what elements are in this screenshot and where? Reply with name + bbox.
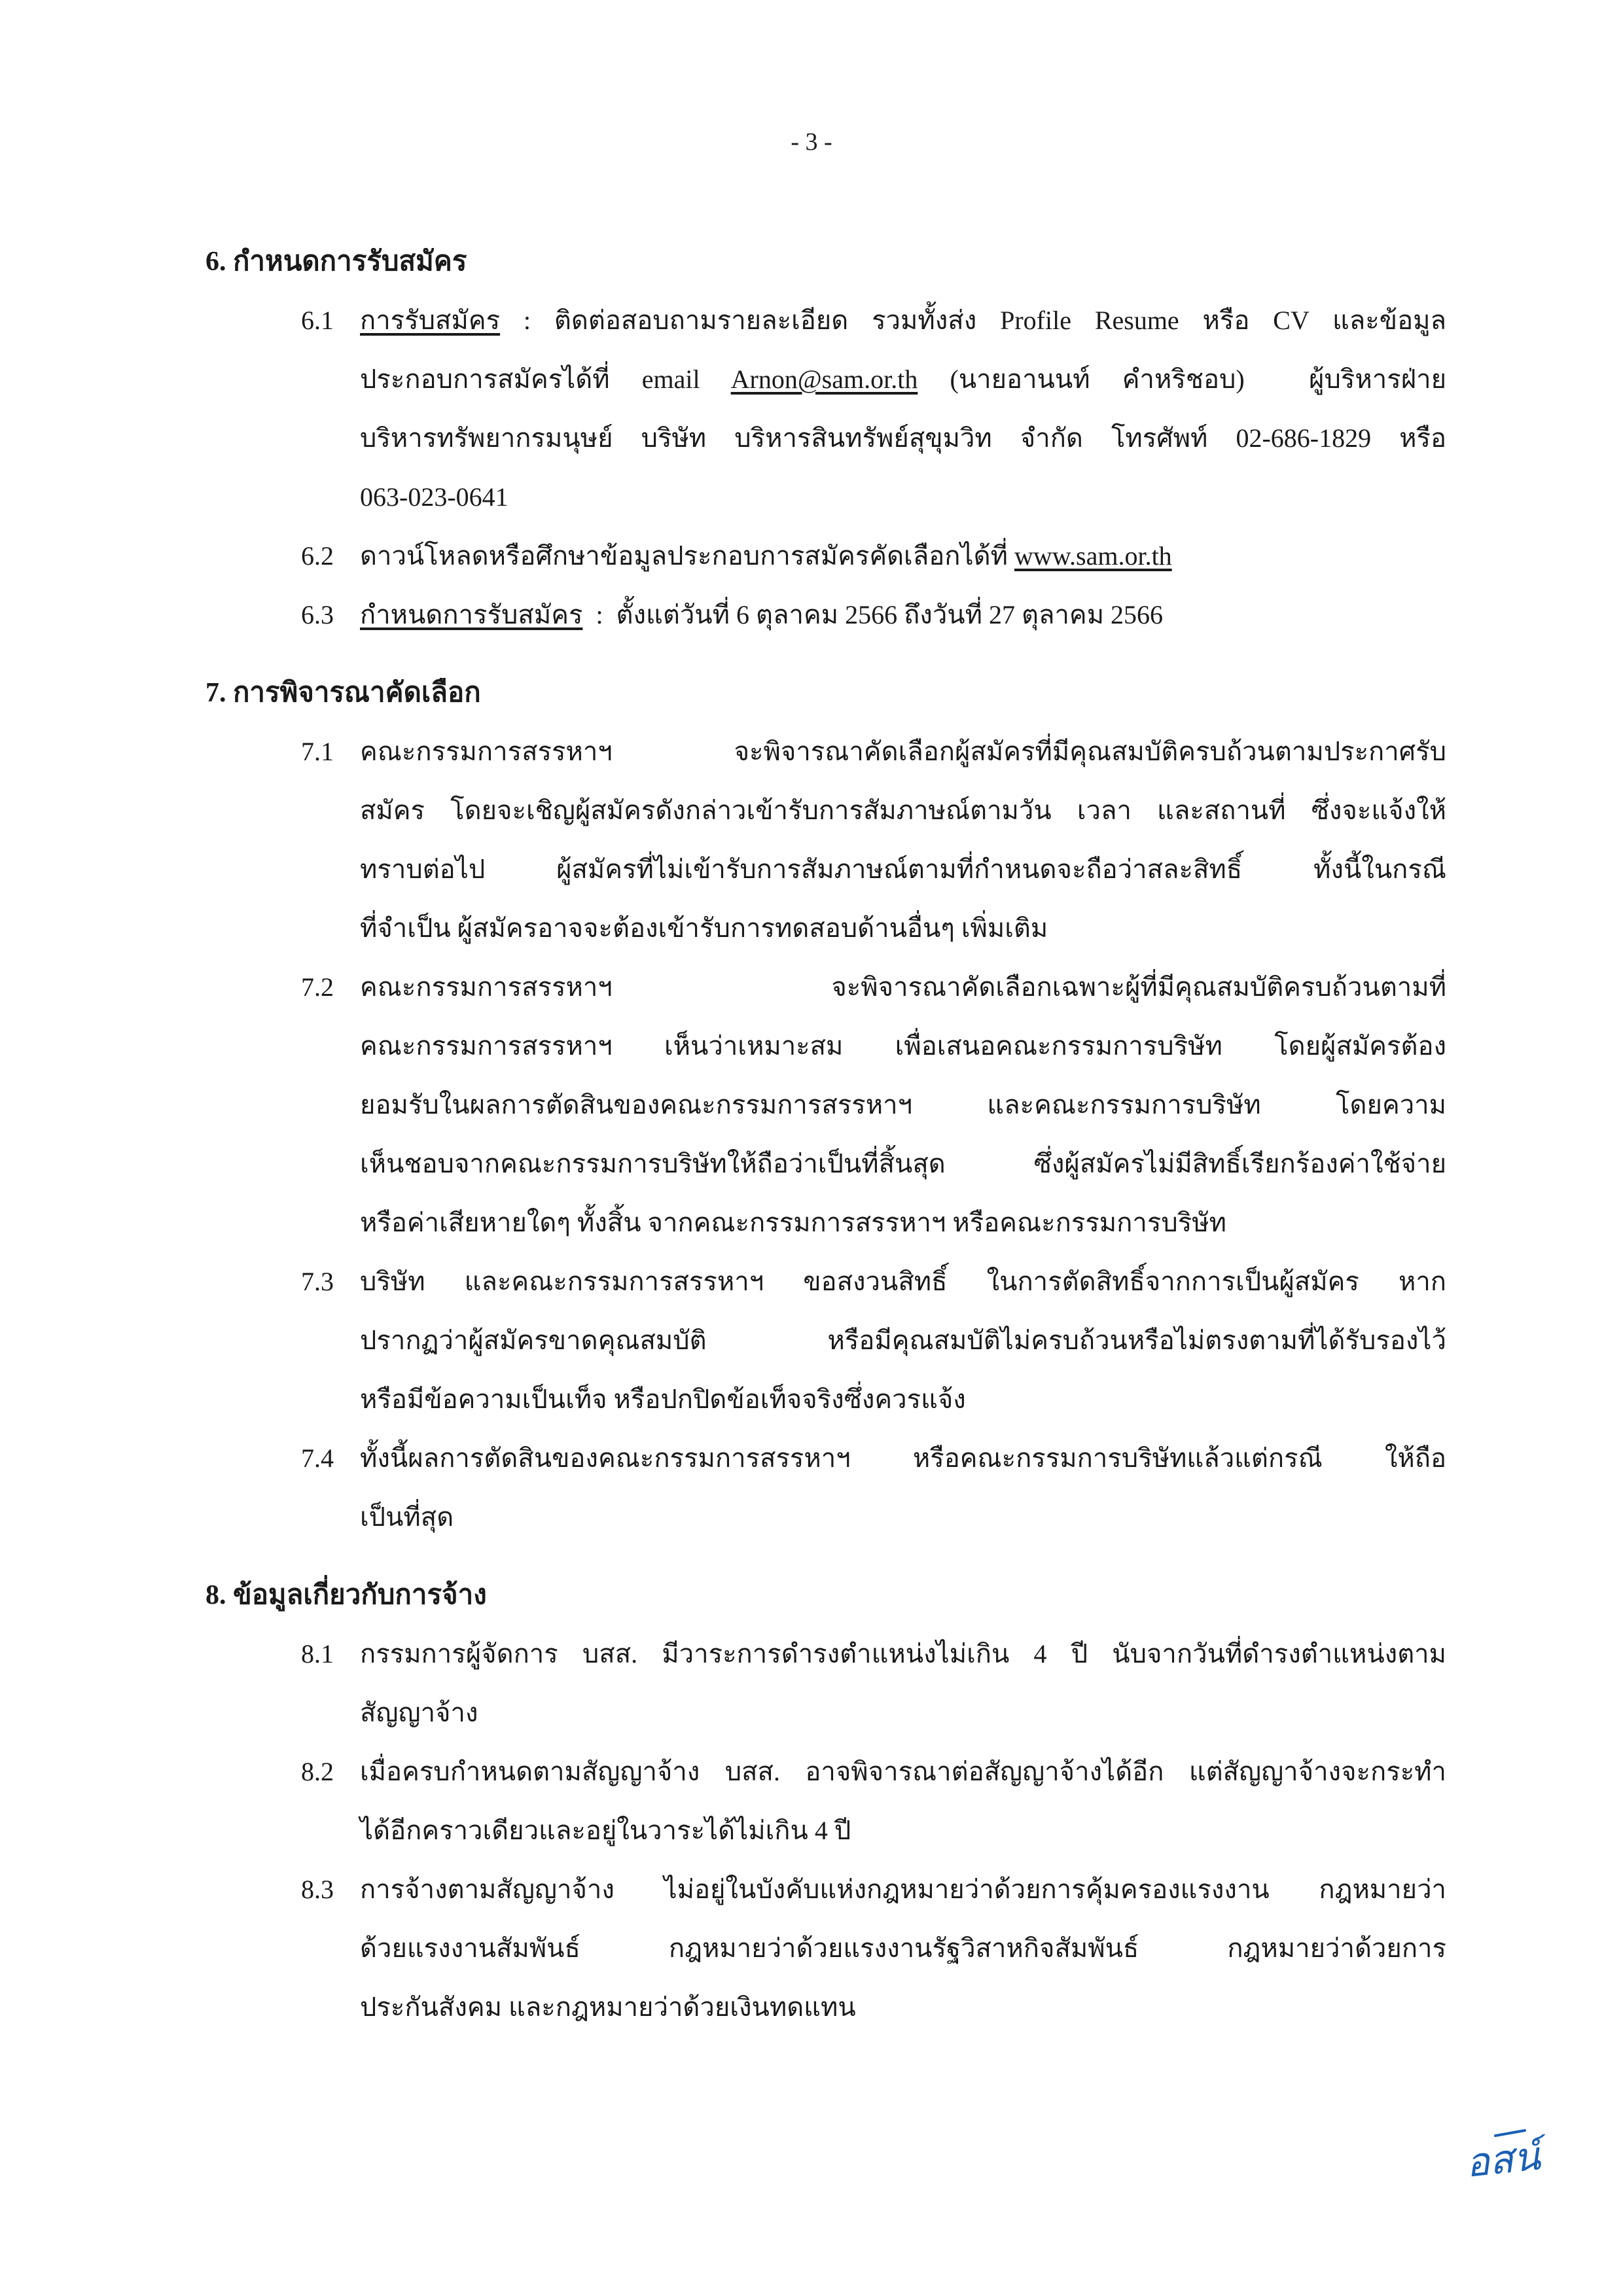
text-segment: ยอมรับในผลการตัดสินของคณะกรรมการสรรหาฯ และคณะกรรมการบริษัท โดยความ [360,1090,1446,1120]
text-line [360,1488,1446,1547]
text-line [360,1311,1446,1370]
text-segment: คณะกรรมการสรรหาฯ เห็นว่าเหมาะสม เพื่อเสนอคณะกรรมการบริษัท โดยผู้สมัครต้อง [360,1031,1446,1061]
handwritten-initials [1463,2127,1584,2199]
page-number: - 3 - [791,128,832,156]
item-number: 6.1 [301,306,334,335]
item-number: 8.1 [301,1639,334,1669]
text-segment: สมัคร โดยจะเชิญผู้สมัครดังกล่าวเข้ารับการสัมภาษณ์ตามวัน เวลา และสถานที่ ซึ่งจะแจ้งให้ [360,796,1446,825]
text-line [360,291,1446,350]
text-line [360,1860,1446,1919]
text-line [360,1742,1446,1801]
text-line [360,1684,1446,1742]
text-line [360,1135,1446,1193]
text-segment: : ตั้งแต่วันที่ 6 ตุลาคม 2566 ถึงวันที่ 27 ตุลาคม 2566 [582,600,1164,629]
text-line [360,527,1446,586]
item-number: 7.2 [301,972,334,1002]
list-item [205,1860,1449,2037]
text-segment: เป็นที่สุด [360,1502,454,1532]
text-line [360,1625,1446,1684]
text-segment: ดาวน์โหลดหรือศึกษาข้อมูลประกอบการสมัครคัดเลือกได้ที่ [360,541,1014,571]
text-line [360,1429,1446,1488]
text-segment: เห็นชอบจากคณะกรรมการบริษัทให้ถือว่าเป็นที่สิ้นสุด ซึ่งผู้สมัครไม่มีสิทธิ์เรียกร้องค่าใช้จ่าย [360,1149,1446,1178]
text-segment: (นายอานนท์ คำหริชอบ) ผู้บริหารฝ่าย [918,364,1447,394]
text-segment: ทั้งนี้ผลการตัดสินของคณะกรรมการสรรหาฯ หรือคณะกรรมการบริษัทแล้วแต่กรณี ให้ถือ [360,1443,1446,1473]
section-heading: 7. การพิจารณาคัดเลือก [205,678,481,708]
item-number: 8.3 [301,1875,334,1904]
text-segment: เมื่อครบกำหนดตามสัญญาจ้าง บสส. อาจพิจารณาต่อสัญญาจ้างได้อีก แต่สัญญาจ้างจะกระทำ [360,1757,1446,1786]
text-line [360,958,1446,1017]
text-line [360,1076,1446,1135]
item-number: 7.4 [301,1443,334,1473]
text-segment: หรือมีข้อความเป็นเท็จ หรือปกปิดข้อเท็จจริงซึ่งควรแจ้ง [360,1385,966,1414]
item-number: 6.3 [301,600,334,629]
item-number: 7.3 [301,1267,334,1296]
text-line [360,1193,1446,1252]
list-item [205,586,1449,645]
text-line [360,722,1446,781]
text-segment: : ติดต่อสอบถามรายละเอียด รวมทั้งส่ง Profile Resume หรือ CV และข้อมูล [500,306,1446,335]
text-segment: 063-023-0641 [360,482,508,512]
text-segment: ที่จำเป็น ผู้สมัครอาจจะต้องเข้ารับการทดสอบด้านอื่นๆ เพิ่มเติม [360,913,1048,943]
text-segment: คณะกรรมการสรรหาฯ จะพิจารณาคัดเลือกเฉพาะผู้ที่มีคุณสมบัติครบถ้วนตามที่ [360,972,1446,1002]
link[interactable]: www.sam.or.th [1014,541,1172,571]
underlined-label: กำหนดการรับสมัคร [360,600,583,629]
text-line [360,409,1446,468]
section-heading: 8. ข้อมูลเกี่ยวกับการจ้าง [205,1580,487,1610]
underlined-label: การรับสมัคร [360,306,501,335]
text-line [360,899,1446,958]
text-segment: สัญญาจ้าง [360,1698,478,1727]
text-segment: บริหารทรัพยากรมนุษย์ บริษัท บริหารสินทรัพย์สุขุมวิท จำกัด โทรศัพท์ 02-686-1829 หรือ [360,423,1446,453]
document-body [205,232,1449,2037]
text-line [360,1017,1446,1076]
list-item [205,527,1449,586]
text-line [360,468,1446,527]
text-segment: บริษัท และคณะกรรมการสรรหาฯ ขอสงวนสิทธิ์ ในการตัดสิทธิ์จากการเป็นผู้สมัคร หาก [360,1267,1446,1296]
item-number: 7.1 [301,737,334,766]
text-line [360,586,1446,645]
text-segment: การจ้างตามสัญญาจ้าง ไม่อยู่ในบังคับแห่งกฎหมายว่าด้วยการคุ้มครองแรงงาน กฎหมายว่า [360,1875,1446,1904]
text-segment: กรรมการผู้จัดการ บสส. มีวาระการดำรงตำแหน่งไม่เกิน 4 ปี นับจากวันที่ดำรงตำแหน่งตาม [360,1639,1446,1669]
text-segment: คณะกรรมการสรรหาฯ จะพิจารณาคัดเลือกผู้สมัครที่มีคุณสมบัติครบถ้วนตามประกาศรับ [360,737,1446,766]
text-line [360,1370,1446,1429]
list-item [205,1252,1449,1429]
text-line [360,1978,1446,2037]
text-segment: ปรากฏว่าผู้สมัครขาดคุณสมบัติ หรือมีคุณสมบัติไม่ครบถ้วนหรือไม่ตรงตามที่ได้รับรองไว้ [360,1326,1446,1355]
text-segment: ประกันสังคม และกฎหมายว่าด้วยเงินทดแทน [360,1992,856,2022]
signature-text: อสน์ [1463,2134,1543,2185]
text-line [360,781,1446,840]
text-segment: ทราบต่อไป ผู้สมัครที่ไม่เข้ารับการสัมภาษณ์ตามที่กำหนดจะถือว่าสละสิทธิ์ ทั้งนี้ในกรณี [360,855,1446,884]
section-heading: 6. กำหนดการรับสมัคร [205,247,467,277]
text-line [360,1919,1446,1978]
text-segment: ได้อีกคราวเดียวและอยู่ในวาระได้ไม่เกิน 4 ปี [360,1816,851,1845]
text-line [360,1801,1446,1860]
list-item [205,291,1449,527]
item-number: 6.2 [301,541,334,571]
text-line [360,350,1446,409]
item-number: 8.2 [301,1757,334,1786]
list-item [205,1625,1449,1742]
text-segment: ด้วยแรงงานสัมพันธ์ กฎหมายว่าด้วยแรงงานรัฐวิสาหกิจสัมพันธ์ กฎหมายว่าด้วยการ [360,1934,1446,1963]
list-item [205,958,1449,1252]
text-segment: ประกอบการสมัครได้ที่ email [360,364,731,394]
text-line [360,840,1446,899]
link[interactable]: Arnon@sam.or.th [730,364,918,394]
list-item [205,1742,1449,1860]
list-item [205,1429,1449,1547]
list-item [205,722,1449,958]
text-line [360,1252,1446,1311]
text-segment: หรือค่าเสียหายใดๆ ทั้งสิ้น จากคณะกรรมการสรรหาฯ หรือคณะกรรมการบริษัท [360,1208,1226,1237]
